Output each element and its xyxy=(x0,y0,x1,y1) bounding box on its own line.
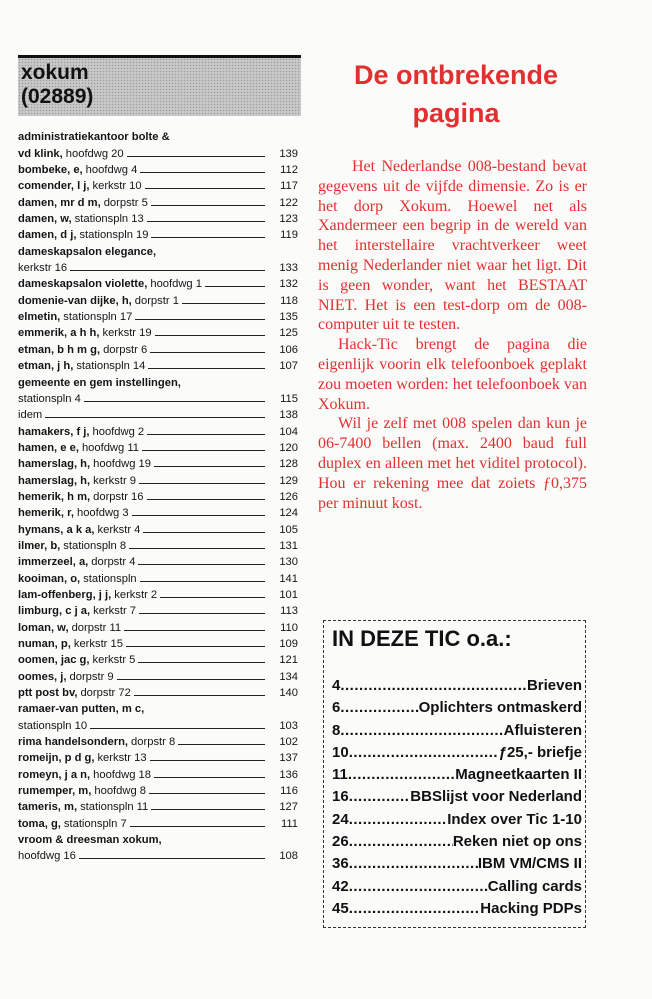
list-item xyxy=(18,307,301,323)
entry-address: hoofdwg 16 xyxy=(18,850,76,863)
entry-page: 124 xyxy=(279,507,298,520)
entry-address: stationspln xyxy=(83,572,137,585)
list-item xyxy=(18,666,301,682)
list-item xyxy=(18,764,301,780)
entry-name: etman, j h, xyxy=(18,360,74,373)
entry-address: kerkstr 9 xyxy=(93,474,137,487)
leader-line xyxy=(134,695,265,696)
entry-address: hoofdwg 11 xyxy=(81,441,139,454)
entry-page: 110 xyxy=(280,621,298,634)
contents-label: Calling cards xyxy=(487,877,582,895)
entry-page: 141 xyxy=(279,572,298,585)
entry-page: 140 xyxy=(279,687,298,700)
contents-item xyxy=(332,811,582,833)
list-item xyxy=(18,617,301,633)
list-item xyxy=(18,143,301,159)
entry-page: 108 xyxy=(279,850,298,863)
entry-name: limburg, c j a, xyxy=(18,605,91,618)
contents-page-number: 45 xyxy=(332,899,349,917)
list-item xyxy=(18,830,301,846)
leader-line xyxy=(135,319,265,320)
leader-line xyxy=(127,156,265,157)
entry-page: 128 xyxy=(279,458,298,471)
entry-name: ramaer-van putten, m c, xyxy=(18,703,145,716)
entry-address: stationspln 8 xyxy=(63,539,127,552)
entry-page: 113 xyxy=(280,605,298,618)
entry-name: rima handelsondern, xyxy=(18,736,129,749)
phonebook-column xyxy=(18,55,301,862)
list-item xyxy=(18,715,301,731)
entry-page: 106 xyxy=(279,343,298,356)
list-item xyxy=(18,748,301,764)
entry-name: vd klink, xyxy=(18,147,63,160)
entry-page: 120 xyxy=(279,441,298,454)
entry-address: hoofdwg 19 xyxy=(93,458,151,471)
entry-name: romeyn, j a n, xyxy=(18,768,91,781)
list-item xyxy=(18,797,301,813)
entry-name: immerzeel, a, xyxy=(18,556,89,569)
entry-page: 101 xyxy=(279,588,298,601)
leader-line xyxy=(132,515,265,516)
leader-line xyxy=(84,401,265,402)
entry-name: damen, d j, xyxy=(18,229,77,242)
entry-address: stationspln 11 xyxy=(80,801,149,814)
entry-address: hoofdwg 2 xyxy=(92,425,145,438)
entry-page: 104 xyxy=(279,425,298,438)
list-item xyxy=(18,192,301,208)
list-item xyxy=(18,846,301,862)
entry-address: hoofdwg 1 xyxy=(150,278,202,291)
article-paragraph: Het Nederlandse 008-bestand bevat gegevens uit de vijfde dimensie. Zo is er het dorp Xokum. Hoewel net als Xandermeer een begrip in de wereld van het interstellaire vrachtverkeer weet menig Nederlander niet waar het ligt. Dit is geen wonder, want het BESTAAT NIET. Het is een test-dorp om de 008-computer uit te testen. xyxy=(318,158,587,334)
list-item xyxy=(18,405,301,421)
contents-page-number: 42 xyxy=(332,877,349,895)
leader-line xyxy=(182,303,265,304)
dot-leader xyxy=(349,900,481,917)
town-name: xokum xyxy=(21,61,89,84)
entry-page: 109 xyxy=(279,638,298,650)
contents-item xyxy=(332,788,582,810)
list-item xyxy=(18,568,301,584)
entry-address: kerkstr 2 xyxy=(114,588,158,601)
leader-line xyxy=(145,188,265,189)
article-paragraph: Wil je zelf met 008 spelen dan kun je 06-7400 bellen (max. 2400 baud full duplex en alleen met het viditel protocol). Hou er rekening mee dat zoiets ƒ0,375 per minuut kost. xyxy=(318,415,587,512)
contents-item xyxy=(332,855,582,877)
leader-line xyxy=(140,172,265,173)
leader-line xyxy=(139,483,265,484)
dot-leader xyxy=(349,855,478,872)
entry-name: emmerik, a h h, xyxy=(18,327,100,340)
leader-line xyxy=(147,221,265,222)
entry-name: loman, w, xyxy=(18,621,69,634)
leader-line xyxy=(139,613,265,614)
leader-line xyxy=(117,679,265,680)
entry-name: oomes, j, xyxy=(18,670,67,683)
entry-address: dorpstr 5 xyxy=(103,196,148,209)
leader-line xyxy=(124,630,265,631)
leader-line xyxy=(126,646,265,647)
entry-address: stationspln 17 xyxy=(63,311,133,324)
entry-name: kooiman, o, xyxy=(18,572,81,585)
entry-name: hamen, e e, xyxy=(18,441,79,454)
list-item xyxy=(18,421,301,437)
list-item xyxy=(18,389,301,405)
list-item xyxy=(18,372,301,388)
entry-name: etman, b h m g, xyxy=(18,343,101,356)
entry-address: stationspln 7 xyxy=(63,817,127,830)
list-item xyxy=(18,683,301,699)
entry-page: 122 xyxy=(279,196,298,209)
list-item xyxy=(18,454,301,470)
dot-leader xyxy=(340,677,527,694)
entry-address: stationspln 14 xyxy=(76,360,146,373)
phonebook-header xyxy=(18,58,301,116)
contents-item xyxy=(332,699,582,721)
entry-page: 138 xyxy=(279,409,298,422)
list-item xyxy=(18,487,301,503)
entry-page: 129 xyxy=(279,474,298,487)
entry-name: rumemper, m, xyxy=(18,785,92,798)
entry-page: 115 xyxy=(280,392,298,405)
entry-name: bombeke, e, xyxy=(18,164,83,177)
list-item xyxy=(18,552,301,568)
entry-page: 131 xyxy=(279,539,298,552)
leader-line xyxy=(142,450,265,451)
leader-line xyxy=(151,809,265,810)
entry-address: hoofdwg 20 xyxy=(65,147,124,160)
contents-item xyxy=(332,766,582,788)
leader-line xyxy=(45,417,265,418)
entry-name: hemerik, r, xyxy=(18,507,74,520)
contents-label: Index over Tic 1-10 xyxy=(447,810,582,828)
entry-page: 119 xyxy=(280,229,298,242)
entry-page: 107 xyxy=(279,360,298,373)
leader-line xyxy=(151,237,265,238)
entry-address: dorpstr 11 xyxy=(71,621,122,634)
entry-address: kerkstr 7 xyxy=(93,605,137,618)
entry-address: dorpstr 6 xyxy=(103,343,148,356)
list-item xyxy=(18,127,301,143)
list-item xyxy=(18,274,301,290)
leader-line xyxy=(178,744,265,745)
entry-name: vroom & dreesman xokum, xyxy=(18,834,162,847)
entry-name: comender, l j, xyxy=(18,180,90,193)
list-item xyxy=(18,258,301,274)
entry-name: damen, w, xyxy=(18,213,72,226)
list-item xyxy=(18,356,301,372)
entry-address: hoofdwg 3 xyxy=(76,507,129,520)
entry-name: administratiekantoor bolte & xyxy=(18,131,170,144)
leader-line xyxy=(129,548,265,549)
entry-address: stationspln 13 xyxy=(74,213,144,226)
contents-label: Afluisteren xyxy=(503,721,582,739)
entry-address: hoofdwg 18 xyxy=(93,768,151,781)
list-item xyxy=(18,650,301,666)
phonebook-entries xyxy=(18,127,301,862)
list-item xyxy=(18,601,301,617)
contents-item xyxy=(332,878,582,900)
entry-address: dorpstr 72 xyxy=(80,687,131,700)
list-item xyxy=(18,781,301,797)
list-item xyxy=(18,470,301,486)
list-item xyxy=(18,160,301,176)
entry-page: 116 xyxy=(280,785,298,798)
leader-line xyxy=(151,205,265,206)
entry-address: kerkstr 13 xyxy=(97,752,147,765)
contents-box xyxy=(323,620,586,928)
entry-address: kerkstr 19 xyxy=(102,327,152,340)
entry-page: 105 xyxy=(279,523,298,536)
leader-line xyxy=(79,858,265,859)
contents-page-number: 4 xyxy=(332,677,341,694)
entry-name: damen, mr d m, xyxy=(18,196,101,209)
leader-line xyxy=(155,335,265,336)
entry-page: 133 xyxy=(279,262,298,275)
entry-name: elmetin, xyxy=(18,311,61,324)
entry-page: 111 xyxy=(280,817,298,830)
entry-address: dorpstr 1 xyxy=(134,294,179,307)
list-item xyxy=(18,503,301,519)
contents-page-number: 6 xyxy=(332,699,341,717)
leader-line xyxy=(160,597,265,598)
dot-leader xyxy=(349,744,499,761)
entry-page: 123 xyxy=(279,213,298,226)
list-item xyxy=(18,585,301,601)
list-item xyxy=(18,323,301,339)
article-title xyxy=(312,56,600,132)
contents-item xyxy=(332,833,582,855)
contents-page-number: 11 xyxy=(332,766,348,784)
leader-line xyxy=(138,662,265,663)
entry-address: kerkstr 10 xyxy=(92,180,142,193)
contents-label: IBM VM/CMS II xyxy=(477,855,582,873)
entry-name: hamerslag, h, xyxy=(18,474,91,487)
entry-page: 117 xyxy=(280,180,298,193)
dot-leader xyxy=(349,788,411,805)
article-body xyxy=(318,157,587,513)
entry-page: 135 xyxy=(279,311,298,324)
leader-line xyxy=(150,352,265,353)
leader-line xyxy=(138,564,265,565)
entry-address: dorpstr 4 xyxy=(91,556,136,569)
leader-line xyxy=(205,286,265,287)
list-item xyxy=(18,209,301,225)
dot-leader xyxy=(349,811,448,828)
entry-address: kerkstr 16 xyxy=(18,262,68,275)
entry-name: romeijn, p d g, xyxy=(18,752,95,765)
entry-page: 102 xyxy=(279,736,298,749)
entry-page: 125 xyxy=(279,327,298,340)
entry-page: 136 xyxy=(279,768,298,781)
contents-page-number: 8 xyxy=(332,721,341,739)
list-item xyxy=(18,339,301,355)
dot-leader xyxy=(349,833,453,850)
entry-address: hoofdwg 8 xyxy=(94,785,147,798)
contents-label: Oplichters ontmaskerd xyxy=(418,699,582,717)
contents-page-number: 16 xyxy=(332,788,349,806)
entry-name: hamakers, f j, xyxy=(18,425,90,438)
contents-label: Hacking PDPs xyxy=(480,899,582,917)
entry-page: 127 xyxy=(279,801,298,814)
leader-line xyxy=(130,826,265,827)
entry-name: lam-offenberg, j j, xyxy=(18,588,112,601)
contents-page-number: 10 xyxy=(332,743,349,761)
entry-address: stationspln 4 xyxy=(18,392,81,405)
entry-address: kerkstr 5 xyxy=(92,654,136,667)
entry-page: 137 xyxy=(279,752,298,765)
entry-address: hoofdwg 4 xyxy=(85,164,138,177)
list-item xyxy=(18,290,301,306)
entry-address: stationspln 19 xyxy=(79,229,149,242)
entry-name: ptt post bv, xyxy=(18,687,78,700)
contents-label: Brieven xyxy=(526,677,582,694)
entry-page: 130 xyxy=(279,556,298,569)
dot-leader xyxy=(348,766,455,783)
entry-name: domenie-van dijke, h, xyxy=(18,294,132,307)
entry-page: 126 xyxy=(279,490,298,503)
entry-name: oomen, jac g, xyxy=(18,654,90,667)
contents-item xyxy=(332,900,582,922)
entry-address: kerkstr 15 xyxy=(73,638,123,650)
entry-name: hemerik, h m, xyxy=(18,490,91,503)
list-item xyxy=(18,699,301,715)
entry-page: 134 xyxy=(279,670,298,683)
entry-name: dameskapsalon violette, xyxy=(18,278,148,291)
entry-page: 112 xyxy=(280,164,298,177)
entry-name: toma, g, xyxy=(18,817,61,830)
entry-name: ilmer, b, xyxy=(18,539,61,552)
dot-leader xyxy=(340,699,418,716)
leader-line xyxy=(143,532,265,533)
contents-label: ƒ25,- briefje xyxy=(498,743,582,761)
dot-leader xyxy=(340,722,503,739)
entry-name: numan, p, xyxy=(18,638,71,650)
leader-line xyxy=(147,434,265,435)
contents-title: IN DEZE TIC o.a.: xyxy=(332,626,512,651)
contents-item xyxy=(332,677,582,699)
list-item xyxy=(18,519,301,535)
entry-address: kerkstr 4 xyxy=(97,523,141,536)
leader-line xyxy=(150,760,265,761)
entry-address: dorpstr 9 xyxy=(69,670,114,683)
entry-address: idem xyxy=(18,409,43,422)
list-item xyxy=(18,176,301,192)
title-line-1: De ontbrekende xyxy=(353,60,559,90)
contents-label: Magneetkaarten II xyxy=(455,766,582,784)
entry-page: 132 xyxy=(279,278,298,291)
list-item xyxy=(18,732,301,748)
entry-page: 139 xyxy=(279,147,298,160)
contents-page-number: 24 xyxy=(332,810,349,828)
list-item xyxy=(18,225,301,241)
entry-name: hymans, a k a, xyxy=(18,523,95,536)
entry-page: 118 xyxy=(280,294,298,307)
contents-label: BBSlijst voor Nederland xyxy=(410,788,582,806)
leader-line xyxy=(154,777,265,778)
entry-name: tameris, m, xyxy=(18,801,78,814)
area-code: (02889) xyxy=(21,85,94,108)
leader-line xyxy=(90,728,265,729)
entry-name: gemeente en gem instellingen, xyxy=(18,376,181,389)
contents-item xyxy=(332,744,582,766)
entry-address: dorpstr 8 xyxy=(131,736,176,749)
dot-leader xyxy=(349,878,488,895)
contents-list xyxy=(332,677,582,922)
entry-name: hamerslag, h, xyxy=(18,458,91,471)
list-item xyxy=(18,241,301,257)
contents-page-number: 36 xyxy=(332,855,349,873)
leader-line xyxy=(70,270,265,271)
list-item xyxy=(18,813,301,829)
contents-item xyxy=(332,722,582,744)
list-item xyxy=(18,438,301,454)
entry-name: dameskapsalon elegance, xyxy=(18,245,157,258)
contents-label: Reken niet op ons xyxy=(452,833,582,851)
entry-address: dorpstr 16 xyxy=(93,490,144,503)
leader-line xyxy=(149,793,265,794)
list-item xyxy=(18,634,301,650)
leader-line xyxy=(154,466,265,467)
entry-page: 103 xyxy=(279,719,298,732)
title-line-2: pagina xyxy=(412,98,500,128)
entry-address: stationspln 10 xyxy=(18,719,88,732)
contents-page-number: 26 xyxy=(332,833,349,851)
leader-line xyxy=(148,368,265,369)
entry-page: 121 xyxy=(279,654,298,667)
list-item xyxy=(18,536,301,552)
leader-line xyxy=(147,499,266,500)
leader-line xyxy=(140,581,265,582)
article-paragraph: Hack-Tic brengt de pagina die eigenlijk voorin elk telefoonboek geplakt zou moeten worden: het telefoonboek van Xokum. xyxy=(318,336,587,413)
